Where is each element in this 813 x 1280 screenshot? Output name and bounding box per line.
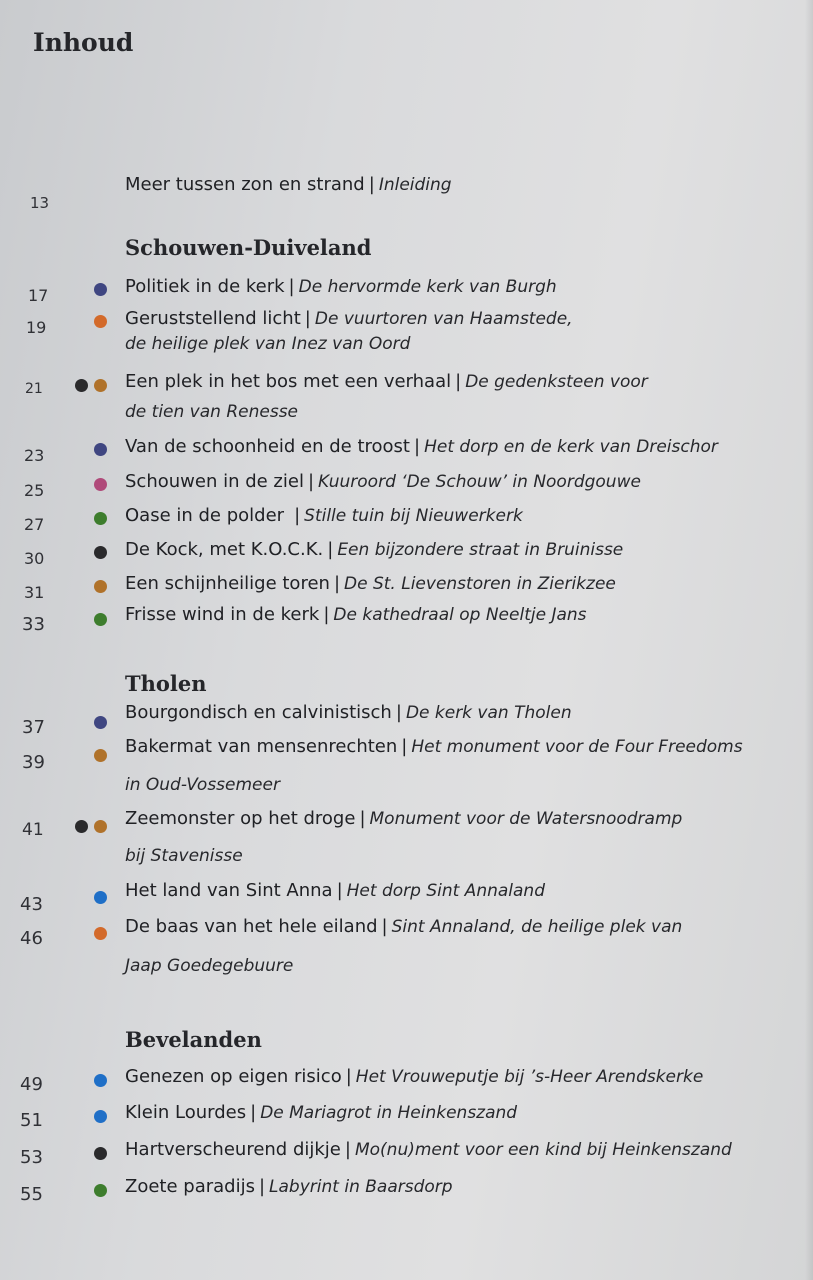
marker-dots — [0, 613, 40, 625]
entry-title: Klein Lourdes — [125, 1102, 247, 1123]
entry-text — [125, 567, 795, 601]
entry-title: Meer tussen zon en strand — [125, 174, 365, 195]
entry-title: Politiek in de kerk — [125, 276, 285, 297]
entry-title: Zoete paradijs — [125, 1176, 255, 1197]
section-heading-bevelanden: Bevelanden — [125, 1027, 262, 1052]
page-number: 25 — [24, 481, 45, 500]
entry-title: Bakermat van mensenrechten — [125, 736, 398, 757]
entry-subtitle-continued: de tien van Renesse — [125, 402, 299, 422]
marker-dot — [94, 613, 107, 626]
entry-text — [125, 499, 795, 533]
marker-dots — [0, 315, 40, 327]
entry-title: De baas van het hele eiland — [125, 916, 378, 937]
section-heading-schouwen-duiveland: Schouwen-Duiveland — [125, 235, 372, 260]
entry-subtitle: Kuuroord ‘De Schouw’ in Noordgouwe — [318, 472, 641, 492]
entry-subtitle: Het dorp Sint Annaland — [346, 881, 545, 901]
separator: | — [368, 174, 375, 195]
entry-subtitle: Sint Annaland, de heilige plek van — [391, 917, 683, 937]
marker-dots — [0, 1074, 40, 1086]
page-number: 27 — [24, 515, 45, 534]
marker-dot — [94, 1110, 107, 1123]
marker-dot — [94, 580, 107, 593]
marker-dots — [0, 546, 40, 558]
marker-dot — [94, 749, 107, 762]
entry-title: De Kock, met K.O.C.K. — [125, 539, 324, 560]
entry-subtitle: Mo(nu)ment voor een kind bij Heinkenszand — [354, 1140, 732, 1160]
entry-text — [125, 874, 795, 908]
entry-text — [125, 168, 795, 202]
entry-title: Van de schoonheid en de troost — [125, 436, 410, 457]
separator: | — [327, 539, 334, 560]
separator: | — [345, 1066, 352, 1087]
page-number: 37 — [22, 717, 45, 738]
entry-text — [125, 1170, 795, 1204]
page-number: 46 — [20, 928, 43, 949]
marker-dots — [0, 512, 40, 524]
marker-dots — [0, 927, 40, 939]
page-number: 33 — [22, 614, 45, 635]
marker-dot — [94, 1184, 107, 1197]
page-number: 23 — [24, 446, 45, 465]
entry-title: Een plek in het bos met een verhaal — [125, 371, 452, 392]
marker-dots — [0, 443, 40, 455]
marker-dot — [75, 820, 88, 833]
entry-text — [125, 1133, 795, 1167]
entry-subtitle: De kerk van Tholen — [405, 703, 572, 723]
page-number: 30 — [24, 549, 45, 568]
entry-text — [125, 1096, 795, 1130]
entry-subtitle-continued: de heilige plek van Inez van Oord — [125, 334, 411, 354]
separator: | — [250, 1102, 257, 1123]
separator: | — [395, 702, 402, 723]
entry-title: Hartverscheurend dijkje — [125, 1139, 341, 1160]
entry-text — [125, 730, 795, 764]
page-number: 19 — [26, 318, 47, 337]
separator: | — [381, 916, 388, 937]
marker-dot — [94, 820, 107, 833]
separator: | — [333, 573, 341, 594]
entry-title: Frisse wind in de kerk — [125, 604, 320, 625]
entry-subtitle: Labyrint in Baarsdorp — [269, 1177, 453, 1197]
entry-subtitle: De vuurtoren van Haamstede, — [314, 309, 573, 329]
entry-text — [125, 696, 795, 730]
marker-dot — [94, 1074, 107, 1087]
entry-title: Het land van Sint Anna — [125, 880, 333, 901]
marker-dot — [94, 283, 107, 296]
separator: | — [455, 371, 462, 392]
separator: | — [294, 505, 301, 526]
page-number: 51 — [20, 1110, 43, 1131]
separator: | — [414, 436, 421, 457]
entry-text — [125, 365, 795, 399]
entry-text — [125, 1060, 795, 1094]
entry-text — [125, 302, 795, 336]
separator: | — [323, 604, 330, 625]
page-number: 43 — [20, 894, 43, 915]
page-title: Inhoud — [33, 28, 134, 57]
entry-title: Zeemonster op het droge — [125, 808, 356, 829]
page-number: 41 — [22, 820, 44, 840]
separator: | — [344, 1139, 351, 1160]
entry-text — [125, 533, 795, 567]
marker-dots — [0, 820, 40, 832]
entry-subtitle: Stille tuin bij Nieuwerkerk — [304, 506, 523, 526]
entry-subtitle: Monument voor de Watersnoodramp — [369, 809, 683, 829]
page-number: 17 — [28, 286, 49, 305]
entry-title: Oase in de polder — [125, 505, 285, 526]
marker-dots — [0, 1147, 40, 1159]
page-number: 39 — [22, 752, 45, 773]
entry-title: Een schijnheilige toren — [125, 573, 330, 594]
section-heading-tholen: Tholen — [125, 671, 207, 696]
separator: | — [304, 308, 311, 329]
marker-dots — [0, 749, 40, 761]
marker-dots — [0, 379, 40, 391]
separator: | — [336, 880, 343, 901]
page-number: 53 — [20, 1147, 43, 1168]
separator: | — [288, 276, 295, 297]
entry-text — [125, 270, 795, 304]
entry-title: Bourgondisch en calvinistisch — [125, 702, 392, 723]
page-number: 55 — [20, 1184, 43, 1205]
marker-dot — [94, 379, 107, 392]
page-number: 13 — [30, 194, 50, 212]
marker-dots — [0, 1110, 40, 1122]
entry-subtitle: De Mariagrot in Heinkenszand — [260, 1103, 518, 1123]
separator: | — [258, 1176, 266, 1197]
entry-subtitle: De kathedraal op Neeltje Jans — [333, 605, 587, 625]
entry-subtitle: Inleiding — [378, 175, 452, 195]
marker-dot — [94, 315, 107, 328]
entry-subtitle-continued: Jaap Goedegebuure — [125, 956, 294, 976]
marker-dots — [0, 1184, 40, 1196]
entry-subtitle: Het dorp en de kerk van Dreischor — [424, 437, 718, 457]
marker-dot — [94, 443, 107, 456]
marker-dot — [94, 512, 107, 525]
page-number: 21 — [25, 381, 43, 397]
marker-dot — [94, 891, 107, 904]
entry-subtitle: De gedenksteen voor — [465, 372, 648, 392]
marker-dots — [0, 580, 40, 592]
entry-subtitle: De St. Lievenstoren in Zierikzee — [344, 574, 616, 594]
marker-dot — [94, 927, 107, 940]
page-number: 31 — [24, 583, 45, 602]
entry-title: Schouwen in de ziel — [125, 471, 304, 492]
entry-subtitle: Het Vrouweputje bij ’s-Heer Arendskerke — [355, 1067, 704, 1087]
page-number: 49 — [20, 1074, 43, 1095]
entry-text — [125, 598, 795, 632]
separator: | — [359, 808, 366, 829]
entry-subtitle-continued: in Oud-Vossemeer — [125, 775, 280, 795]
entry-subtitle: De hervormde kerk van Burgh — [298, 277, 557, 297]
page-edge — [805, 0, 813, 1280]
marker-dot — [94, 546, 107, 559]
marker-dots — [0, 716, 40, 728]
entry-text — [125, 430, 795, 464]
marker-dot — [94, 1147, 107, 1160]
entry-title: Genezen op eigen risico — [125, 1066, 342, 1087]
marker-dots — [0, 478, 40, 490]
marker-dot — [94, 716, 107, 729]
entry-text — [125, 910, 795, 944]
entry-title: Geruststellend licht — [125, 308, 301, 329]
marker-dot — [94, 478, 107, 491]
entry-subtitle-continued: bij Stavenisse — [125, 846, 243, 866]
marker-dot — [75, 379, 88, 392]
entry-text — [125, 465, 795, 499]
entry-text — [125, 802, 795, 836]
separator: | — [307, 471, 315, 492]
separator: | — [401, 736, 408, 757]
entry-subtitle: Het monument voor de Four Freedoms — [411, 737, 743, 757]
marker-dots — [0, 891, 40, 903]
entry-subtitle: Een bijzondere straat in Bruinisse — [337, 540, 624, 560]
marker-dots — [0, 283, 40, 295]
